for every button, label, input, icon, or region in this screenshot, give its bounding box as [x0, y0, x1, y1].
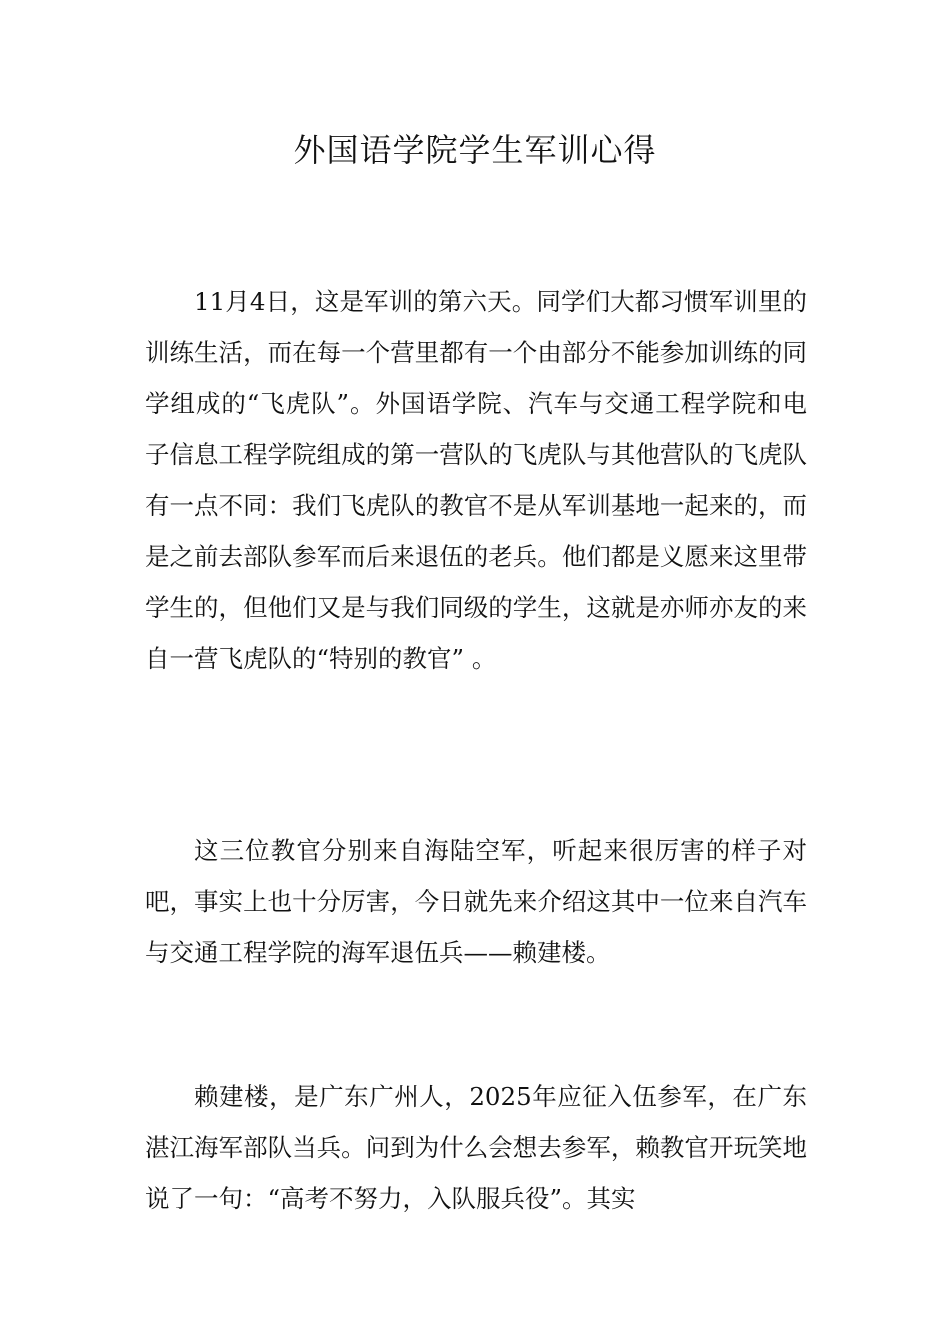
paragraph-2: 这三位教官分别来自海陆空军，听起来很厉害的样子对吧，事实上也十分厉害，今日就先来介绍这其中一位来自汽车与交通工程学院的海军退伍兵——赖建楼。	[145, 836, 807, 967]
document-title: 外国语学院学生军训心得	[293, 131, 657, 169]
paragraph-3: 赖建楼，是广东广州人，2025年应征入伍参军，在广东湛江海军部队当兵。问到为什么会想去参军，赖教官开玩笑地说了一句：“高考不努力，入队服兵役”。其实	[145, 1082, 807, 1213]
paragraph-1: 11月4日，这是军训的第六天。同学们大都习惯军训里的训练生活，而在每一个营里都有一个由部分不能参加训练的同学组成的“飞虎队”。外国语学院、汽车与交通工程学院和电子信息工程学院组成的第一营队的飞虎队与其他营队的飞虎队有一点不同：我们飞虎队的教官不是从军训基地一起来的，而是之前去部队参军而后来退伍的老兵。他们都是义愿来这里带学生的，但他们又是与我们同级的学生，这就是亦师亦友的来自一营飞虎队的“特别的教官” 。	[145, 287, 807, 673]
